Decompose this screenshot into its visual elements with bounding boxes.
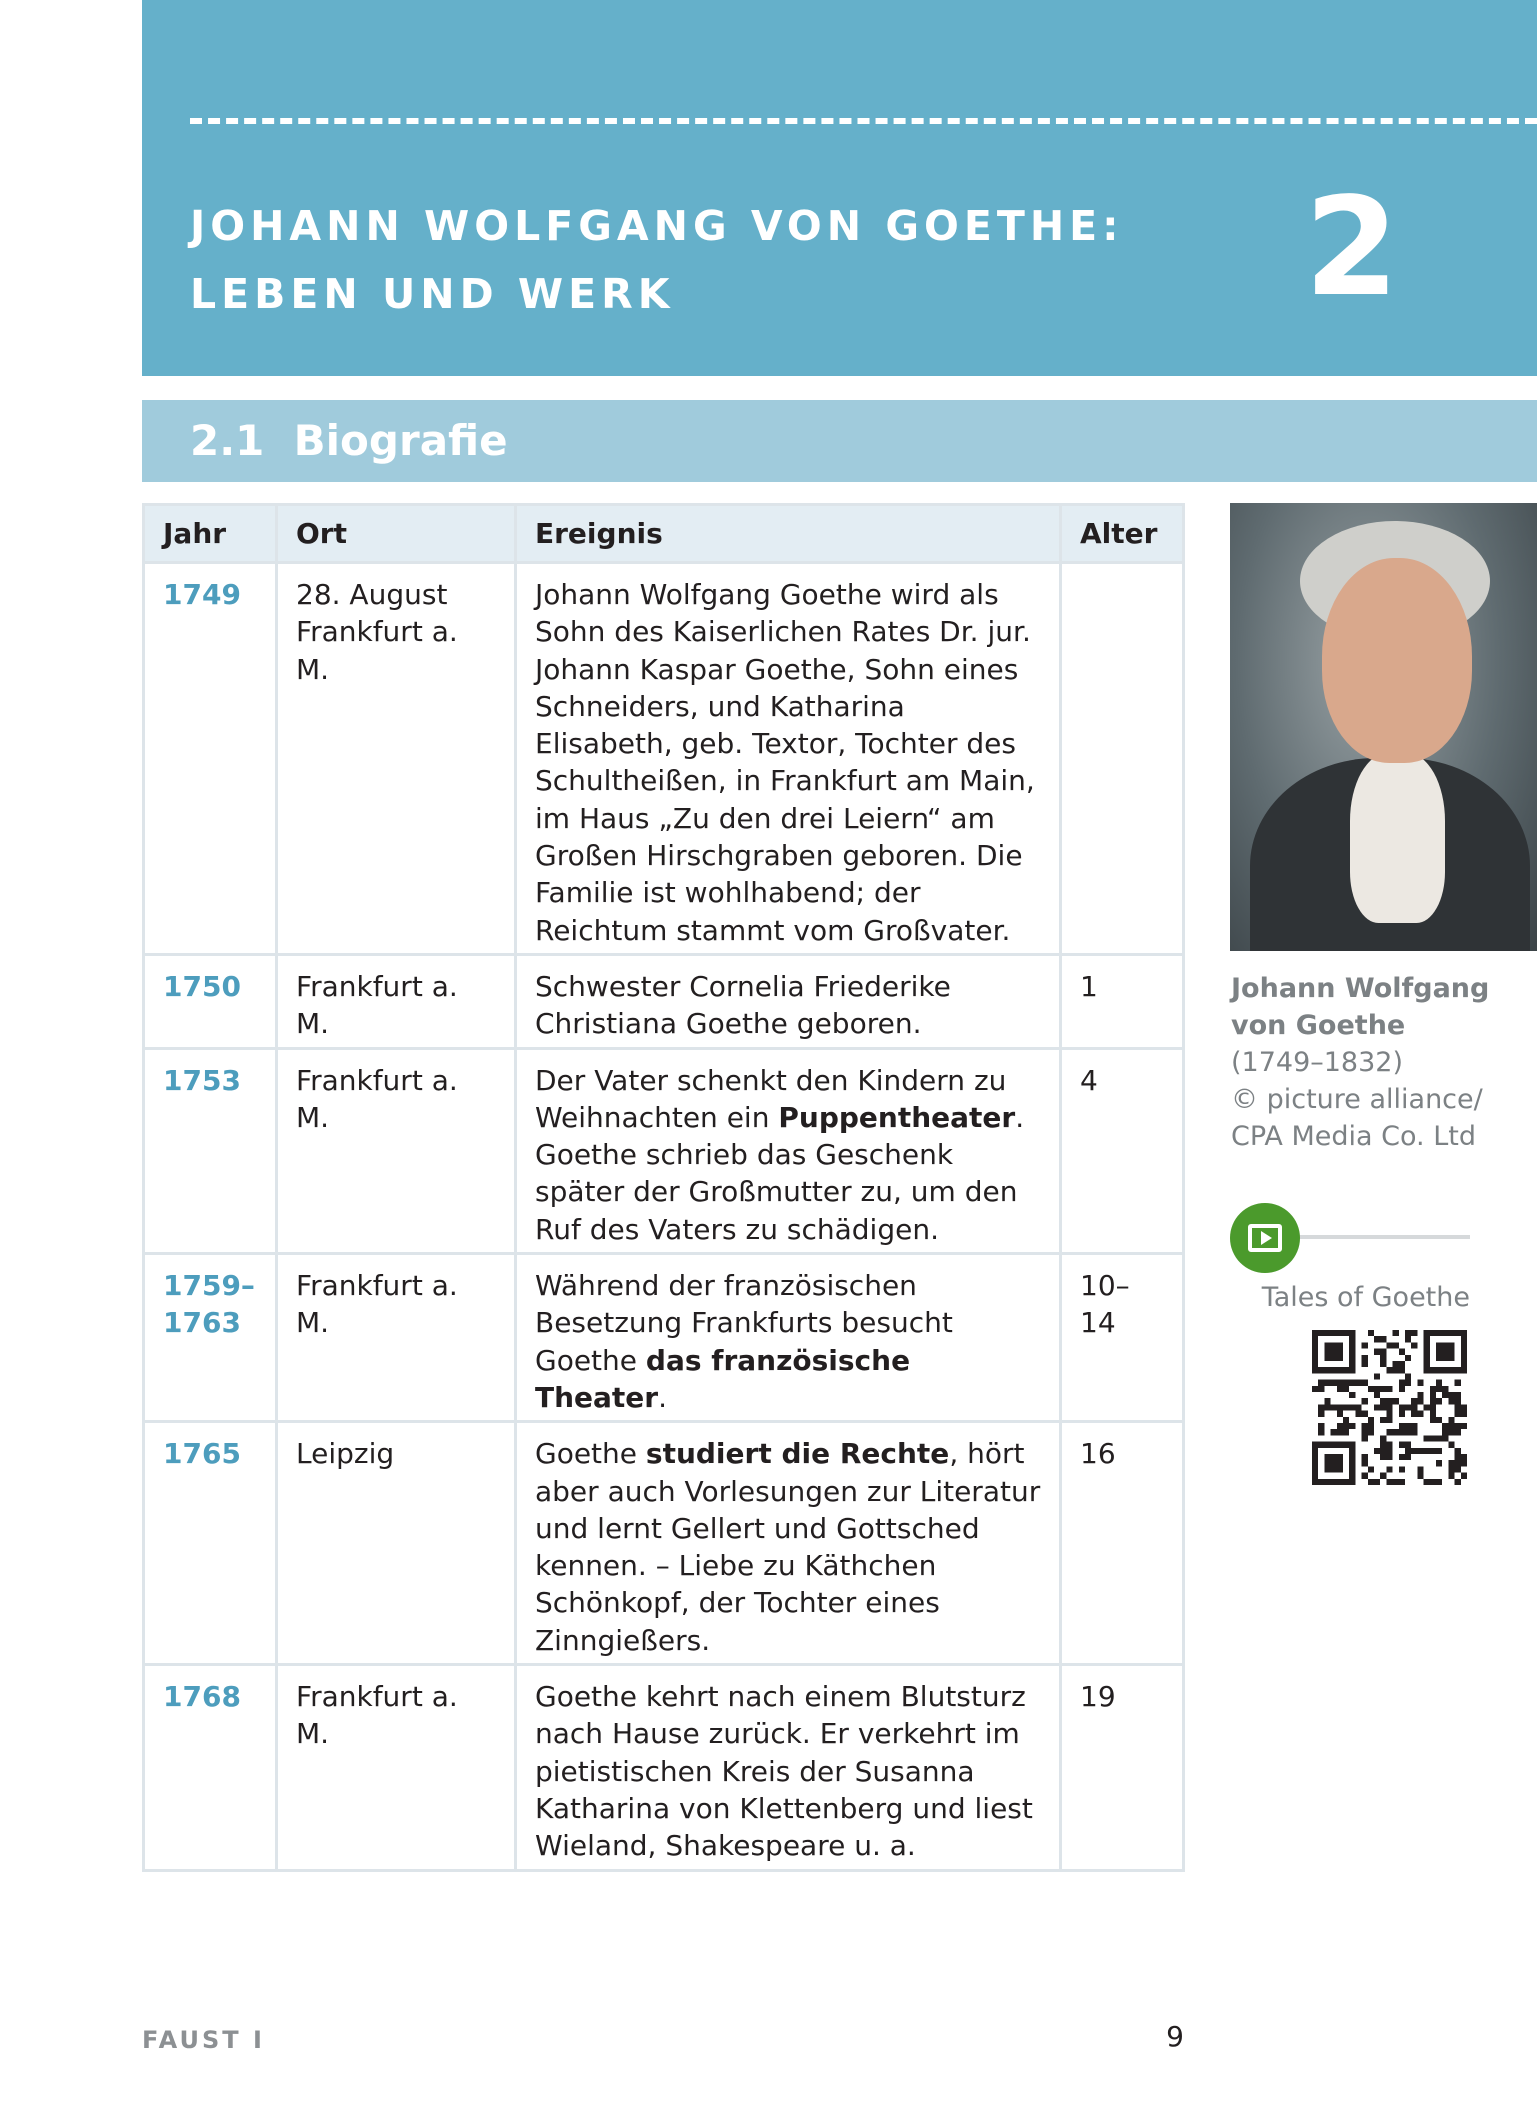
table-row <box>144 1048 1184 1253</box>
goethe-portrait-image <box>1230 503 1537 951</box>
place-cell <box>277 563 516 955</box>
place-cell: Leipzig <box>277 1422 516 1665</box>
dashed-divider <box>190 118 1537 124</box>
year-start: 1759– <box>163 1269 255 1303</box>
event-cell: Schwester Cornelia Friederike Christiana Goethe geboren. <box>516 954 1061 1048</box>
footer-book-title: FAUST I <box>142 2026 265 2054</box>
chapter-title-line1: JOHANN WOLFGANG VON GOETHE: <box>190 202 1124 250</box>
event-text: Während der französischen Besetzung Frankfurts besucht Goethe <box>535 1269 953 1377</box>
chapter-banner <box>142 0 1537 376</box>
age-cell: 4 <box>1061 1048 1184 1253</box>
header-event: Ereignis <box>516 505 1061 563</box>
event-cell: Johann Wolfgang Goethe wird als Sohn des Kaiserlichen Rates Dr. jur. Johann Kaspar Goethe, Sohn eines Schneiders, und Katharina Elisabeth, geb. Textor, Tochter des Schultheißen, in Frankfurt am Main, im Haus „Zu den drei Leiern“ am Großen Hirschgraben geboren. Die Familie ist wohlhabend; der Reichtum stammt vom Großvater. <box>516 563 1061 955</box>
age-cell: 19 <box>1061 1665 1184 1870</box>
place-cell: Frankfurt a. M. <box>277 1665 516 1870</box>
event-cell <box>516 1422 1061 1665</box>
biography-table <box>142 503 1185 1872</box>
section-bar <box>142 400 1537 482</box>
portrait-face <box>1322 558 1472 763</box>
table-row <box>144 1254 1184 1422</box>
year-cell: 1750 <box>144 954 277 1048</box>
caption-name-line2: von Goethe <box>1231 1010 1406 1041</box>
year-cell: 1753 <box>144 1048 277 1253</box>
event-text: Der Vater schenkt den Kindern zu Weihnachten ein <box>535 1063 1007 1134</box>
place-cell: Frankfurt a. M. <box>277 1048 516 1253</box>
caption-dates: (1749–1832) <box>1231 1047 1403 1078</box>
table-row <box>144 1422 1184 1665</box>
age-cell: 1 <box>1061 954 1184 1048</box>
event-highlight: das französische Theater <box>535 1343 911 1414</box>
chapter-title-line2: LEBEN UND WERK <box>190 270 675 318</box>
event-cell: Goethe kehrt nach einem Blutsturz nach Hause zurück. Er verkehrt im pietistischen Kreis der Susanna Katharina von Klettenberg und liest Wieland, Shakespeare u. a. <box>516 1665 1061 1870</box>
header-year: Jahr <box>144 505 277 563</box>
year-cell: 1749 <box>144 563 277 955</box>
table-row <box>144 563 1184 955</box>
media-label: Tales of Goethe <box>1261 1282 1470 1313</box>
place-cell: Frankfurt a. M. <box>277 954 516 1048</box>
event-highlight: studiert die Rechte <box>645 1437 950 1471</box>
caption-name-line1: Johann Wolfgang <box>1231 973 1490 1004</box>
portrait-caption <box>1231 970 1531 1155</box>
caption-credit-line1: © picture alliance/ <box>1231 1084 1483 1115</box>
event-text: . <box>658 1380 668 1414</box>
page-number: 9 <box>1166 2020 1184 2053</box>
play-icon <box>1248 1224 1282 1252</box>
header-place: Ort <box>277 505 516 563</box>
table-row <box>144 954 1184 1048</box>
place-date: 28. August <box>296 578 448 611</box>
event-text: , hört aber auch Vorlesungen zur Literatur und lernt Gellert und Gottsched kennen. – Liebe zu Käthchen Schönkopf, der Tochter eines Zinngießers. <box>535 1437 1041 1657</box>
year-cell: 1768 <box>144 1665 277 1870</box>
year-cell <box>144 1254 277 1422</box>
video-play-button[interactable] <box>1230 1203 1300 1273</box>
place-cell: Frankfurt a. M. <box>277 1254 516 1422</box>
section-title: 2.1 Biografie <box>190 416 508 465</box>
event-text: . Goethe schrieb das Geschenk später der Großmutter zu, um den Ruf des Vaters zu schädigen. <box>535 1100 1025 1246</box>
event-highlight: Puppentheater <box>778 1100 1016 1134</box>
place-city: Frankfurt a. M. <box>296 615 458 686</box>
media-divider <box>1280 1235 1470 1239</box>
table-header-row <box>144 505 1184 563</box>
caption-credit-line2: CPA Media Co. Ltd <box>1231 1121 1476 1152</box>
age-cell: 10–14 <box>1061 1254 1184 1422</box>
chapter-title <box>190 192 1190 328</box>
portrait-cravat <box>1350 753 1445 923</box>
table-row <box>144 1665 1184 1870</box>
year-cell: 1765 <box>144 1422 277 1665</box>
event-cell <box>516 1048 1061 1253</box>
age-cell <box>1061 563 1184 955</box>
year-end: 1763 <box>163 1306 241 1340</box>
event-text: Goethe <box>535 1437 646 1471</box>
header-age: Alter <box>1061 505 1184 563</box>
age-cell: 16 <box>1061 1422 1184 1665</box>
chapter-number: 2 <box>1304 169 1399 327</box>
event-cell <box>516 1254 1061 1422</box>
qr-code-icon[interactable] <box>1312 1330 1467 1485</box>
